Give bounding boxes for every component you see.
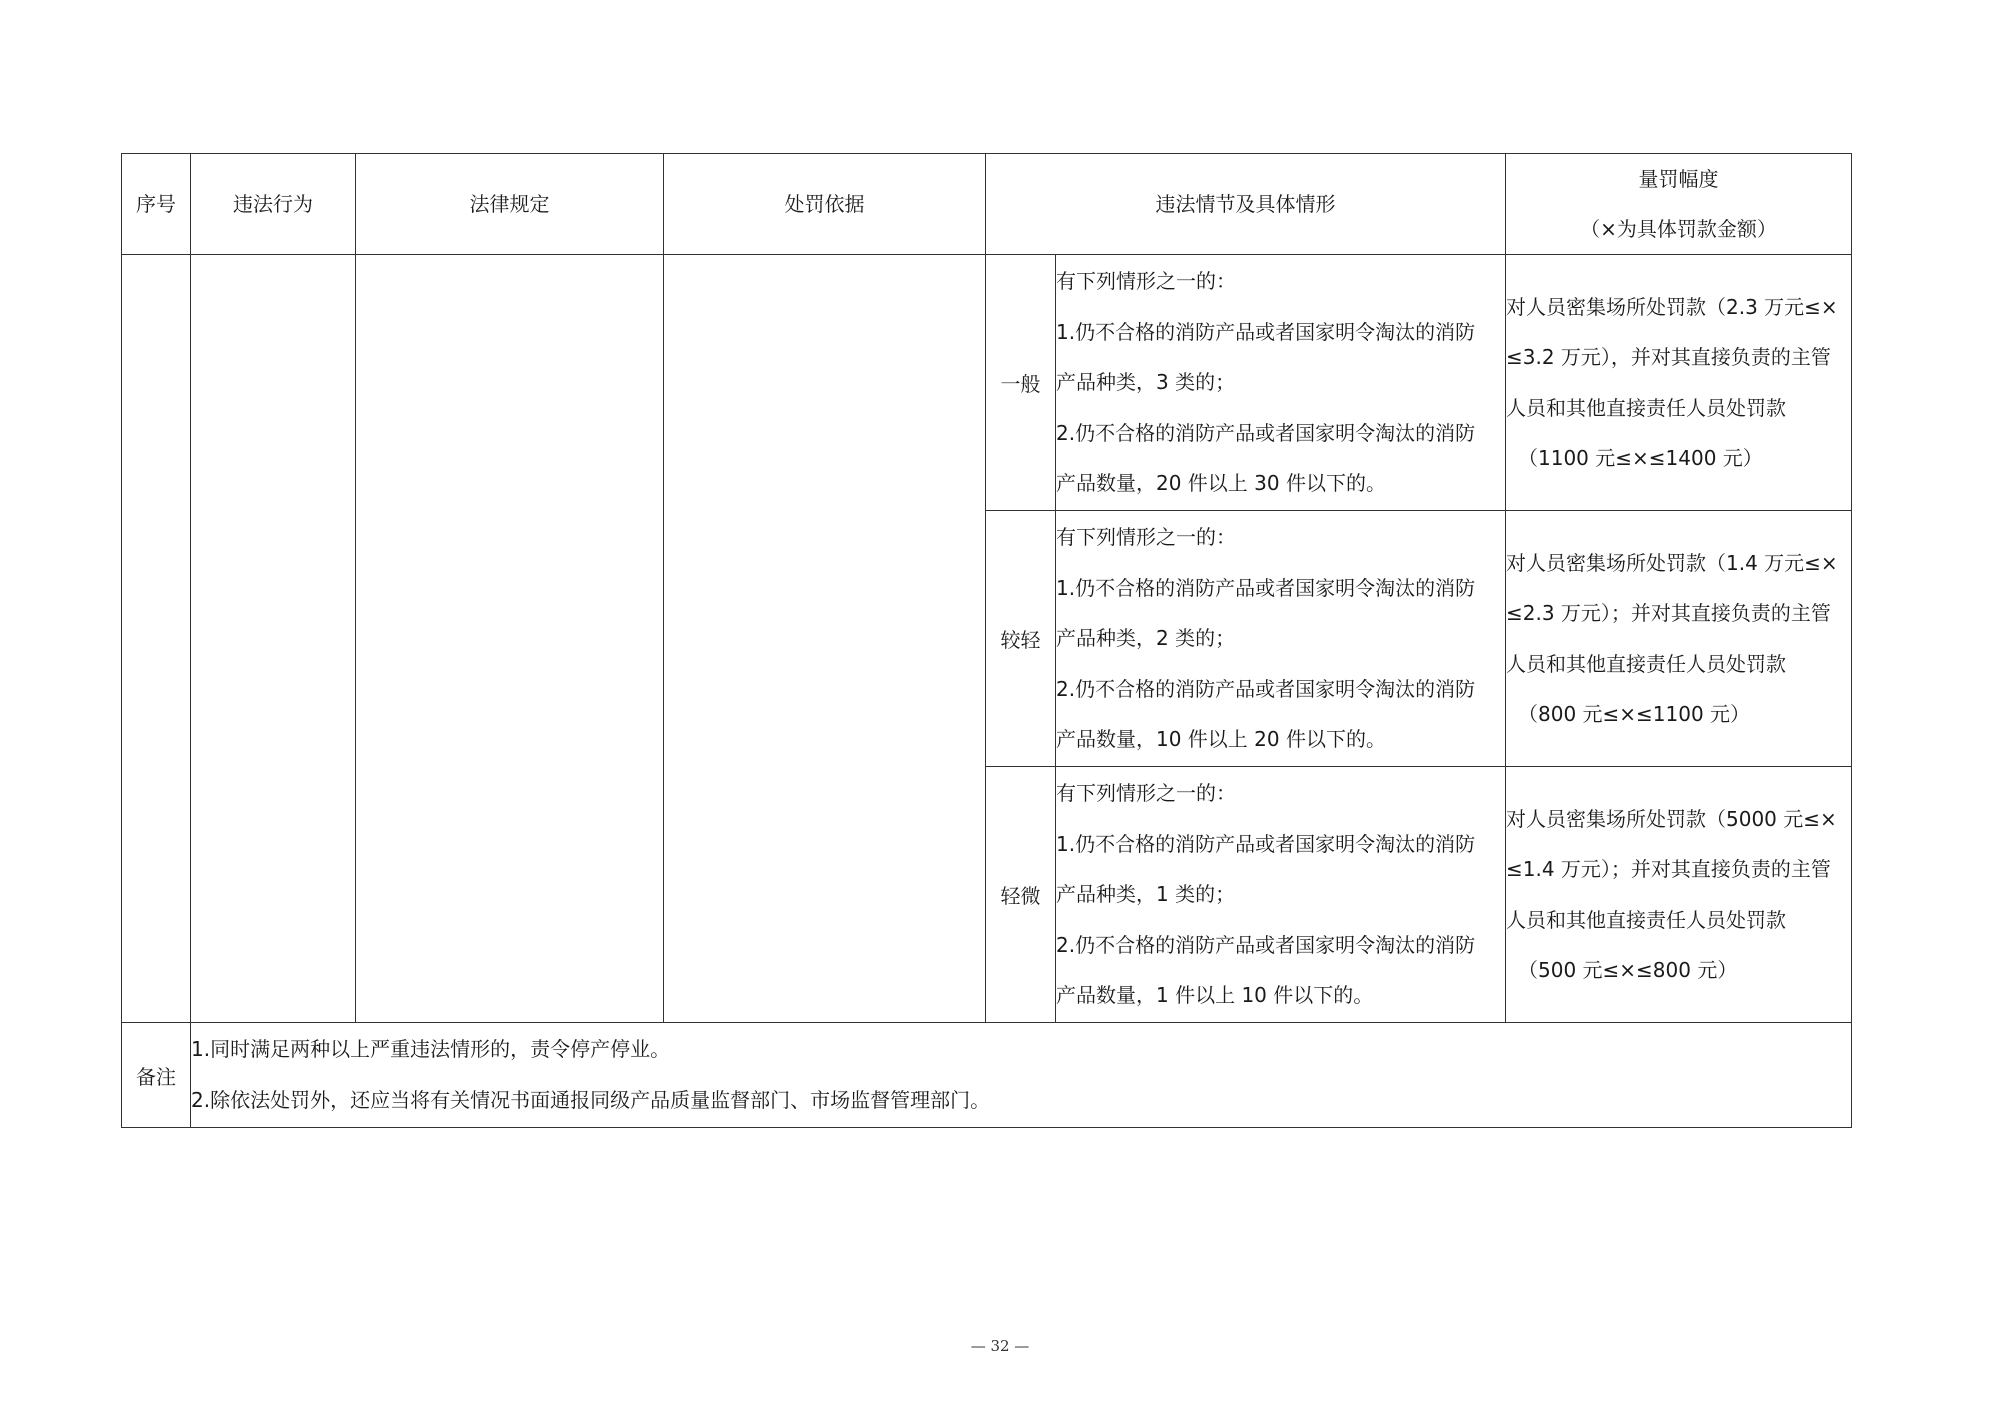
notes-row: [122, 1023, 1852, 1128]
fine-cell: [1506, 511, 1852, 767]
page-number: — 32 —: [970, 1337, 1030, 1355]
fine-line: ≤3.2 万元），并对其直接负责的主管: [1506, 345, 1831, 370]
header-law: 法律规定: [356, 154, 664, 255]
situation-line: 2.仍不合格的消防产品或者国家明令淘汰的消防: [1056, 676, 1476, 701]
fine-cell: [1506, 767, 1852, 1023]
level-cell: 较轻: [986, 511, 1056, 767]
penalty-table: [121, 153, 1852, 1128]
situation-line: 产品种类，3 类的；: [1056, 370, 1236, 395]
fine-cell: [1506, 255, 1852, 511]
seq-cell: [122, 255, 191, 1023]
fine-line: （800 元≤×≤1100 元）: [1518, 701, 1751, 726]
situation-line: 1.仍不合格的消防产品或者国家明令淘汰的消防: [1056, 575, 1476, 600]
fine-line: 对人员密集场所处罚款（5000 元≤×: [1506, 806, 1837, 831]
situation-line: 有下列情形之一的：: [1056, 525, 1236, 550]
header-seq: 序号: [122, 154, 191, 255]
law-cell: [356, 255, 664, 1023]
situation-line: 1.仍不合格的消防产品或者国家明令淘汰的消防: [1056, 831, 1476, 856]
fine-line: 人员和其他直接责任人员处罚款: [1506, 907, 1786, 932]
fine-line: （1100 元≤×≤1400 元）: [1518, 445, 1763, 470]
notes-label: 备注: [122, 1023, 191, 1128]
fine-line: ≤2.3 万元）；并对其直接负责的主管: [1506, 601, 1831, 626]
situation-cell: [1056, 255, 1506, 511]
table-row: [122, 255, 1852, 511]
situation-line: 有下列情形之一的：: [1056, 269, 1236, 294]
behavior-cell: [191, 255, 356, 1023]
situation-cell: [1056, 767, 1506, 1023]
situation-line: 2.仍不合格的消防产品或者国家明令淘汰的消防: [1056, 420, 1476, 445]
fine-line: 人员和其他直接责任人员处罚款: [1506, 395, 1786, 420]
situation-cell: [1056, 511, 1506, 767]
situation-line: 产品数量，1 件以上 10 件以下的。: [1056, 983, 1374, 1008]
basis-cell: [664, 255, 986, 1023]
header-row: [122, 154, 1852, 255]
header-behavior: 违法行为: [191, 154, 356, 255]
fine-line: 对人员密集场所处罚款（1.4 万元≤×: [1506, 550, 1838, 575]
note-item: 1.同时满足两种以上严重违法情形的，责令停产停业。: [191, 1037, 671, 1061]
situation-line: 1.仍不合格的消防产品或者国家明令淘汰的消防: [1056, 319, 1476, 344]
fine-line: 人员和其他直接责任人员处罚款: [1506, 651, 1786, 676]
situation-line: 产品数量，20 件以上 30 件以下的。: [1056, 471, 1386, 496]
header-range-title: 量罚幅度: [1638, 167, 1719, 191]
situation-line: 产品种类，2 类的；: [1056, 626, 1236, 651]
situation-line: 产品种类，1 类的；: [1056, 882, 1236, 907]
header-range-note: （×为具体罚款金额）: [1580, 217, 1777, 241]
fine-line: （500 元≤×≤800 元）: [1518, 957, 1738, 982]
fine-line: ≤1.4 万元）；并对其直接负责的主管: [1506, 857, 1831, 882]
notes-cell: [191, 1023, 1852, 1128]
level-cell: 一般: [986, 255, 1056, 511]
situation-line: 2.仍不合格的消防产品或者国家明令淘汰的消防: [1056, 932, 1476, 957]
fine-line: 对人员密集场所处罚款（2.3 万元≤×: [1506, 294, 1838, 319]
level-cell: 轻微: [986, 767, 1056, 1023]
note-item: 2.除依法处罚外，还应当将有关情况书面通报同级产品质量监督部门、市场监督管理部门。: [191, 1088, 991, 1112]
header-circumstances: 违法情节及具体情形: [986, 154, 1506, 255]
header-range: [1506, 154, 1852, 255]
situation-line: 有下列情形之一的：: [1056, 781, 1236, 806]
situation-line: 产品数量，10 件以上 20 件以下的。: [1056, 727, 1386, 752]
header-basis: 处罚依据: [664, 154, 986, 255]
